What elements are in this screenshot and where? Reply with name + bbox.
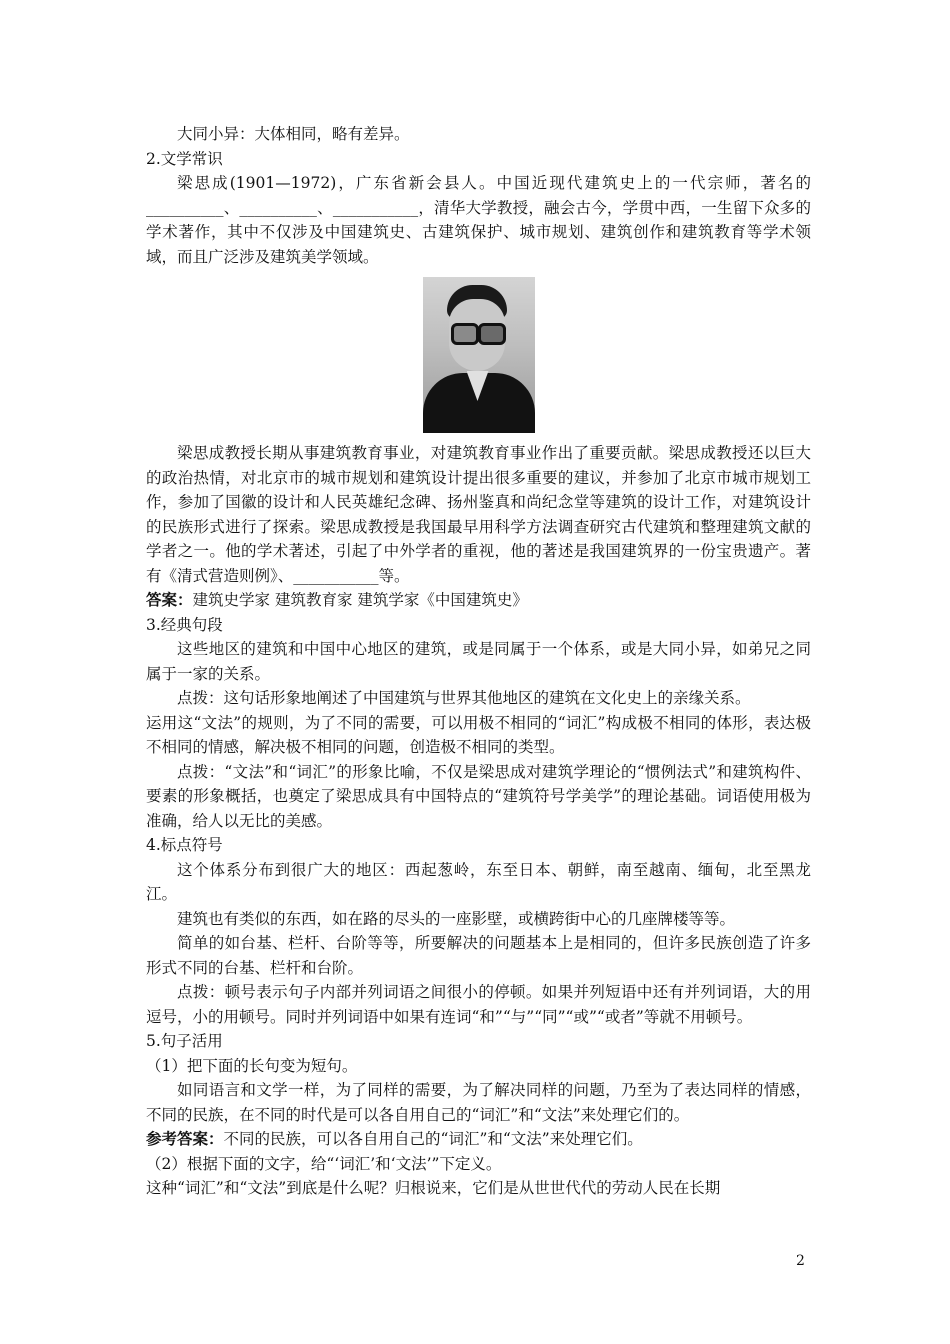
paragraph <box>146 147 811 172</box>
paragraph-text: 这些地区的建筑和中国中心地区的建筑，或是同属于一个体系，或是大同小异，如弟兄之同属于一家的关系。 <box>146 640 811 683</box>
paragraph <box>146 1176 811 1201</box>
paragraph-text: 梁思成(1901—1972)，广东省新会县人。中国近现代建筑史上的一代宗师，著名的__________、__________、___________，清华大学教授，融会古今，学贯中西，一生留下众多的学术著作，其中不仅涉及中国建筑史、古建筑保护、城市规划、建筑创作和建筑教育等学术领域，而且广泛涉及建筑美学领域。 <box>146 174 811 266</box>
paragraph-text: 大同小异：大体相同，略有差异。 <box>177 125 410 143</box>
paragraph-text: （2）根据下面的文字，给“‘词汇’和‘文法’”下定义。 <box>146 1154 502 1173</box>
paragraph <box>146 711 811 760</box>
document-body <box>146 122 811 1201</box>
paragraph <box>146 1127 811 1152</box>
paragraph <box>146 441 811 588</box>
paragraph <box>146 637 811 686</box>
paragraph-text: 4.标点符号 <box>146 836 223 854</box>
paragraph-text: 简单的如台基、栏杆、台阶等等，所要解决的问题基本上是相同的，但许多民族创造了许多形式不同的台基、栏杆和台阶。 <box>146 934 811 977</box>
paragraph <box>146 122 811 147</box>
paragraph <box>146 1054 811 1079</box>
paragraph-text: 不同的民族，可以各自用自己的“词汇”和“文法”来处理它们。 <box>223 1130 643 1148</box>
paragraph-text: 运用这“文法”的规则，为了不同的需要，可以用极不相同的“词汇”构成极不相同的体形，表达极不相同的情感，解决极不相同的问题，创造极不相同的类型。 <box>146 713 811 756</box>
paragraph-text: 点拨：顿号表示句子内部并列词语之间很小的停顿。如果并列短语中还有并列词语，大的用逗号，小的用顿号。同时并列词语中如果有连词“和”“与”“同”“或”“或者”等就不用顿号。 <box>146 983 811 1026</box>
paragraph-text: 这种“词汇”和“文法”到底是什么呢？归根说来，它们是从世世代代的劳动人民在长期 <box>146 1179 721 1197</box>
paragraph-text: 建筑史学家 建筑教育家 建筑学家《中国建筑史》 <box>192 591 528 609</box>
paragraph-text: 如同语言和文学一样，为了同样的需要，为了解决同样的问题，乃至为了表达同样的情感，不同的民族，在不同的时代是可以各自用自己的“词汇”和“文法”来处理它们的。 <box>146 1081 811 1124</box>
paragraph <box>146 613 811 638</box>
portrait-photo-container <box>146 277 811 433</box>
paragraph <box>146 931 811 980</box>
paragraph <box>146 858 811 907</box>
portrait-photo <box>423 277 535 433</box>
answer-label: 答案： <box>146 590 193 609</box>
paragraph-text: 点拨：“文法”和“词汇”的形象比喻，不仅是梁思成对建筑学理论的“惯例法式”和建筑构件、要素的形象概括，也奠定了梁思成具有中国特点的“建筑符号学美学”的理论基础。词语使用极为准确，给人以无比的美感。 <box>146 762 811 830</box>
paragraph <box>146 760 811 834</box>
paragraph <box>146 1029 811 1054</box>
page-number: 2 <box>796 1253 805 1269</box>
paragraph-text: （1）把下面的长句变为短句。 <box>146 1056 358 1075</box>
paragraph <box>146 588 811 613</box>
paragraph <box>146 171 811 269</box>
paragraph-text: 梁思成教授长期从事建筑教育事业，对建筑教育事业作出了重要贡献。梁思成教授还以巨大的政治热情，对北京市的城市规划和建筑设计提出很多重要的建议，并参加了北京市城市规划工作，参加了国徽的设计和人民英雄纪念碑、扬州鉴真和尚纪念堂等建筑的设计工作，对建筑设计的民族形式进行了探索。梁思成教授是我国最早用科学方法调查研究古代建筑和整理建筑文献的学者之一。他的学术著述，引起了中外学者的重视，他的著述是我国建筑界的一份宝贵遗产。著有《清式营造则例》、___________等。 <box>146 444 811 585</box>
paragraph <box>146 686 811 711</box>
paragraph <box>146 833 811 858</box>
paragraph-text: 2.文学常识 <box>146 149 223 168</box>
paragraph <box>146 980 811 1029</box>
paragraph-text: 这个体系分布到很广大的地区：西起葱岭，东至日本、朝鲜，南至越南、缅甸，北至黑龙江。 <box>146 860 811 903</box>
paragraph <box>146 1078 811 1127</box>
paragraph-text: 5.句子活用 <box>146 1032 223 1050</box>
paragraph <box>146 907 811 932</box>
answer-label: 参考答案： <box>146 1129 224 1148</box>
paragraph-text: 点拨：这句话形象地阐述了中国建筑与世界其他地区的建筑在文化史上的亲缘关系。 <box>177 689 751 707</box>
paragraph <box>146 1152 811 1177</box>
paragraph-text: 3.经典句段 <box>146 615 223 634</box>
paragraph-text: 建筑也有类似的东西，如在路的尽头的一座影壁，或横跨街中心的几座牌楼等等。 <box>177 909 736 928</box>
